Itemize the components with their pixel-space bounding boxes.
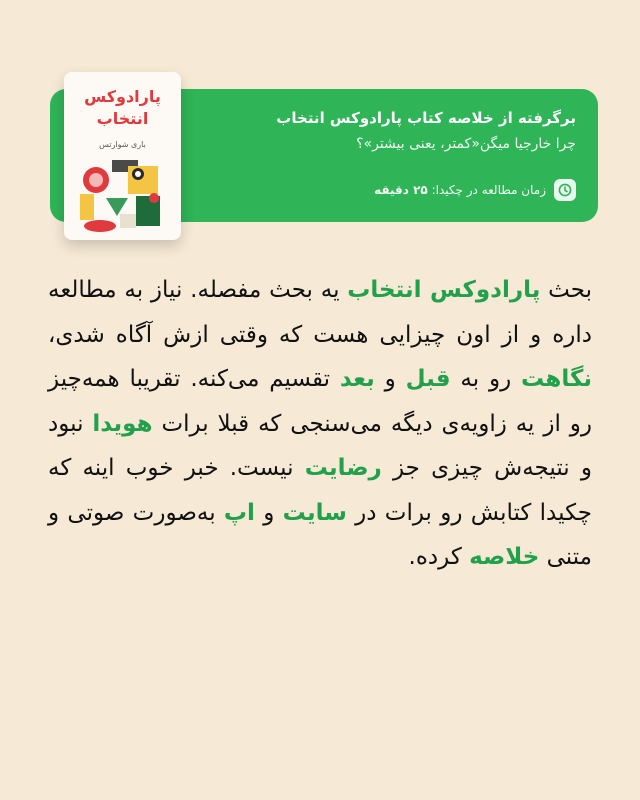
book-author: باری شوارتس (99, 140, 146, 149)
highlight-satisfaction: رضایت (304, 455, 382, 481)
text-segment: بحث (540, 277, 592, 303)
highlight-summary: خلاصه (469, 544, 540, 570)
banner-text (236, 89, 576, 222)
book-cover (64, 72, 181, 240)
text-segment: و (254, 499, 283, 526)
highlight-perspective: نگاهت (521, 366, 592, 392)
highlight-evident: هویدا (92, 410, 153, 437)
reading-time-value: ۲۵ دقیقه (374, 183, 428, 197)
text-segment: و (374, 366, 406, 392)
reading-time-text: زمان مطالعه در چکیدا: (431, 183, 546, 197)
book-title (64, 86, 181, 130)
banner-subtitle: چرا خارجیا میگن«کمتر، یعنی بیشتر»؟ (356, 136, 576, 152)
clock-icon (554, 179, 576, 201)
highlight-book-title: پارادوکس انتخاب (347, 277, 541, 303)
text-segment: تقسیم می‌کنه. تقریبا همه‌چیز رو از یه زاویه‌ی دیگه می‌سنجی که قبلا برات (48, 366, 592, 437)
text-segment: نبود و نتیجه‌ش چیزی جز (48, 410, 592, 481)
text-segment: کرده. (408, 544, 470, 570)
body-paragraph (48, 268, 592, 580)
reading-time-label (374, 183, 546, 197)
highlight-after: بعد (339, 366, 375, 392)
highlight-site: سایت (282, 499, 347, 526)
highlight-app: اپ (223, 499, 255, 526)
book-cover-illustration (76, 158, 169, 234)
text-segment: نیست. خبر خوب اینه که چکیدا کتابش رو برات در (48, 455, 592, 526)
banner-title: برگرفته از خلاصه کتاب پارادوکس انتخاب (276, 109, 576, 127)
reading-time (374, 179, 576, 201)
book-title-line1: پارادوکس (84, 87, 161, 106)
text-segment: به‌صورت صوتی و متنی (48, 499, 592, 570)
highlight-before: قبل (405, 366, 451, 392)
text-segment: یه بحث مفصله. نیاز به مطالعه داره و از اون چیزایی هست که وقتی ازش آگاه شدی، (48, 277, 592, 348)
book-title-line2: انتخاب (96, 109, 149, 128)
text-segment: رو به (450, 366, 522, 392)
